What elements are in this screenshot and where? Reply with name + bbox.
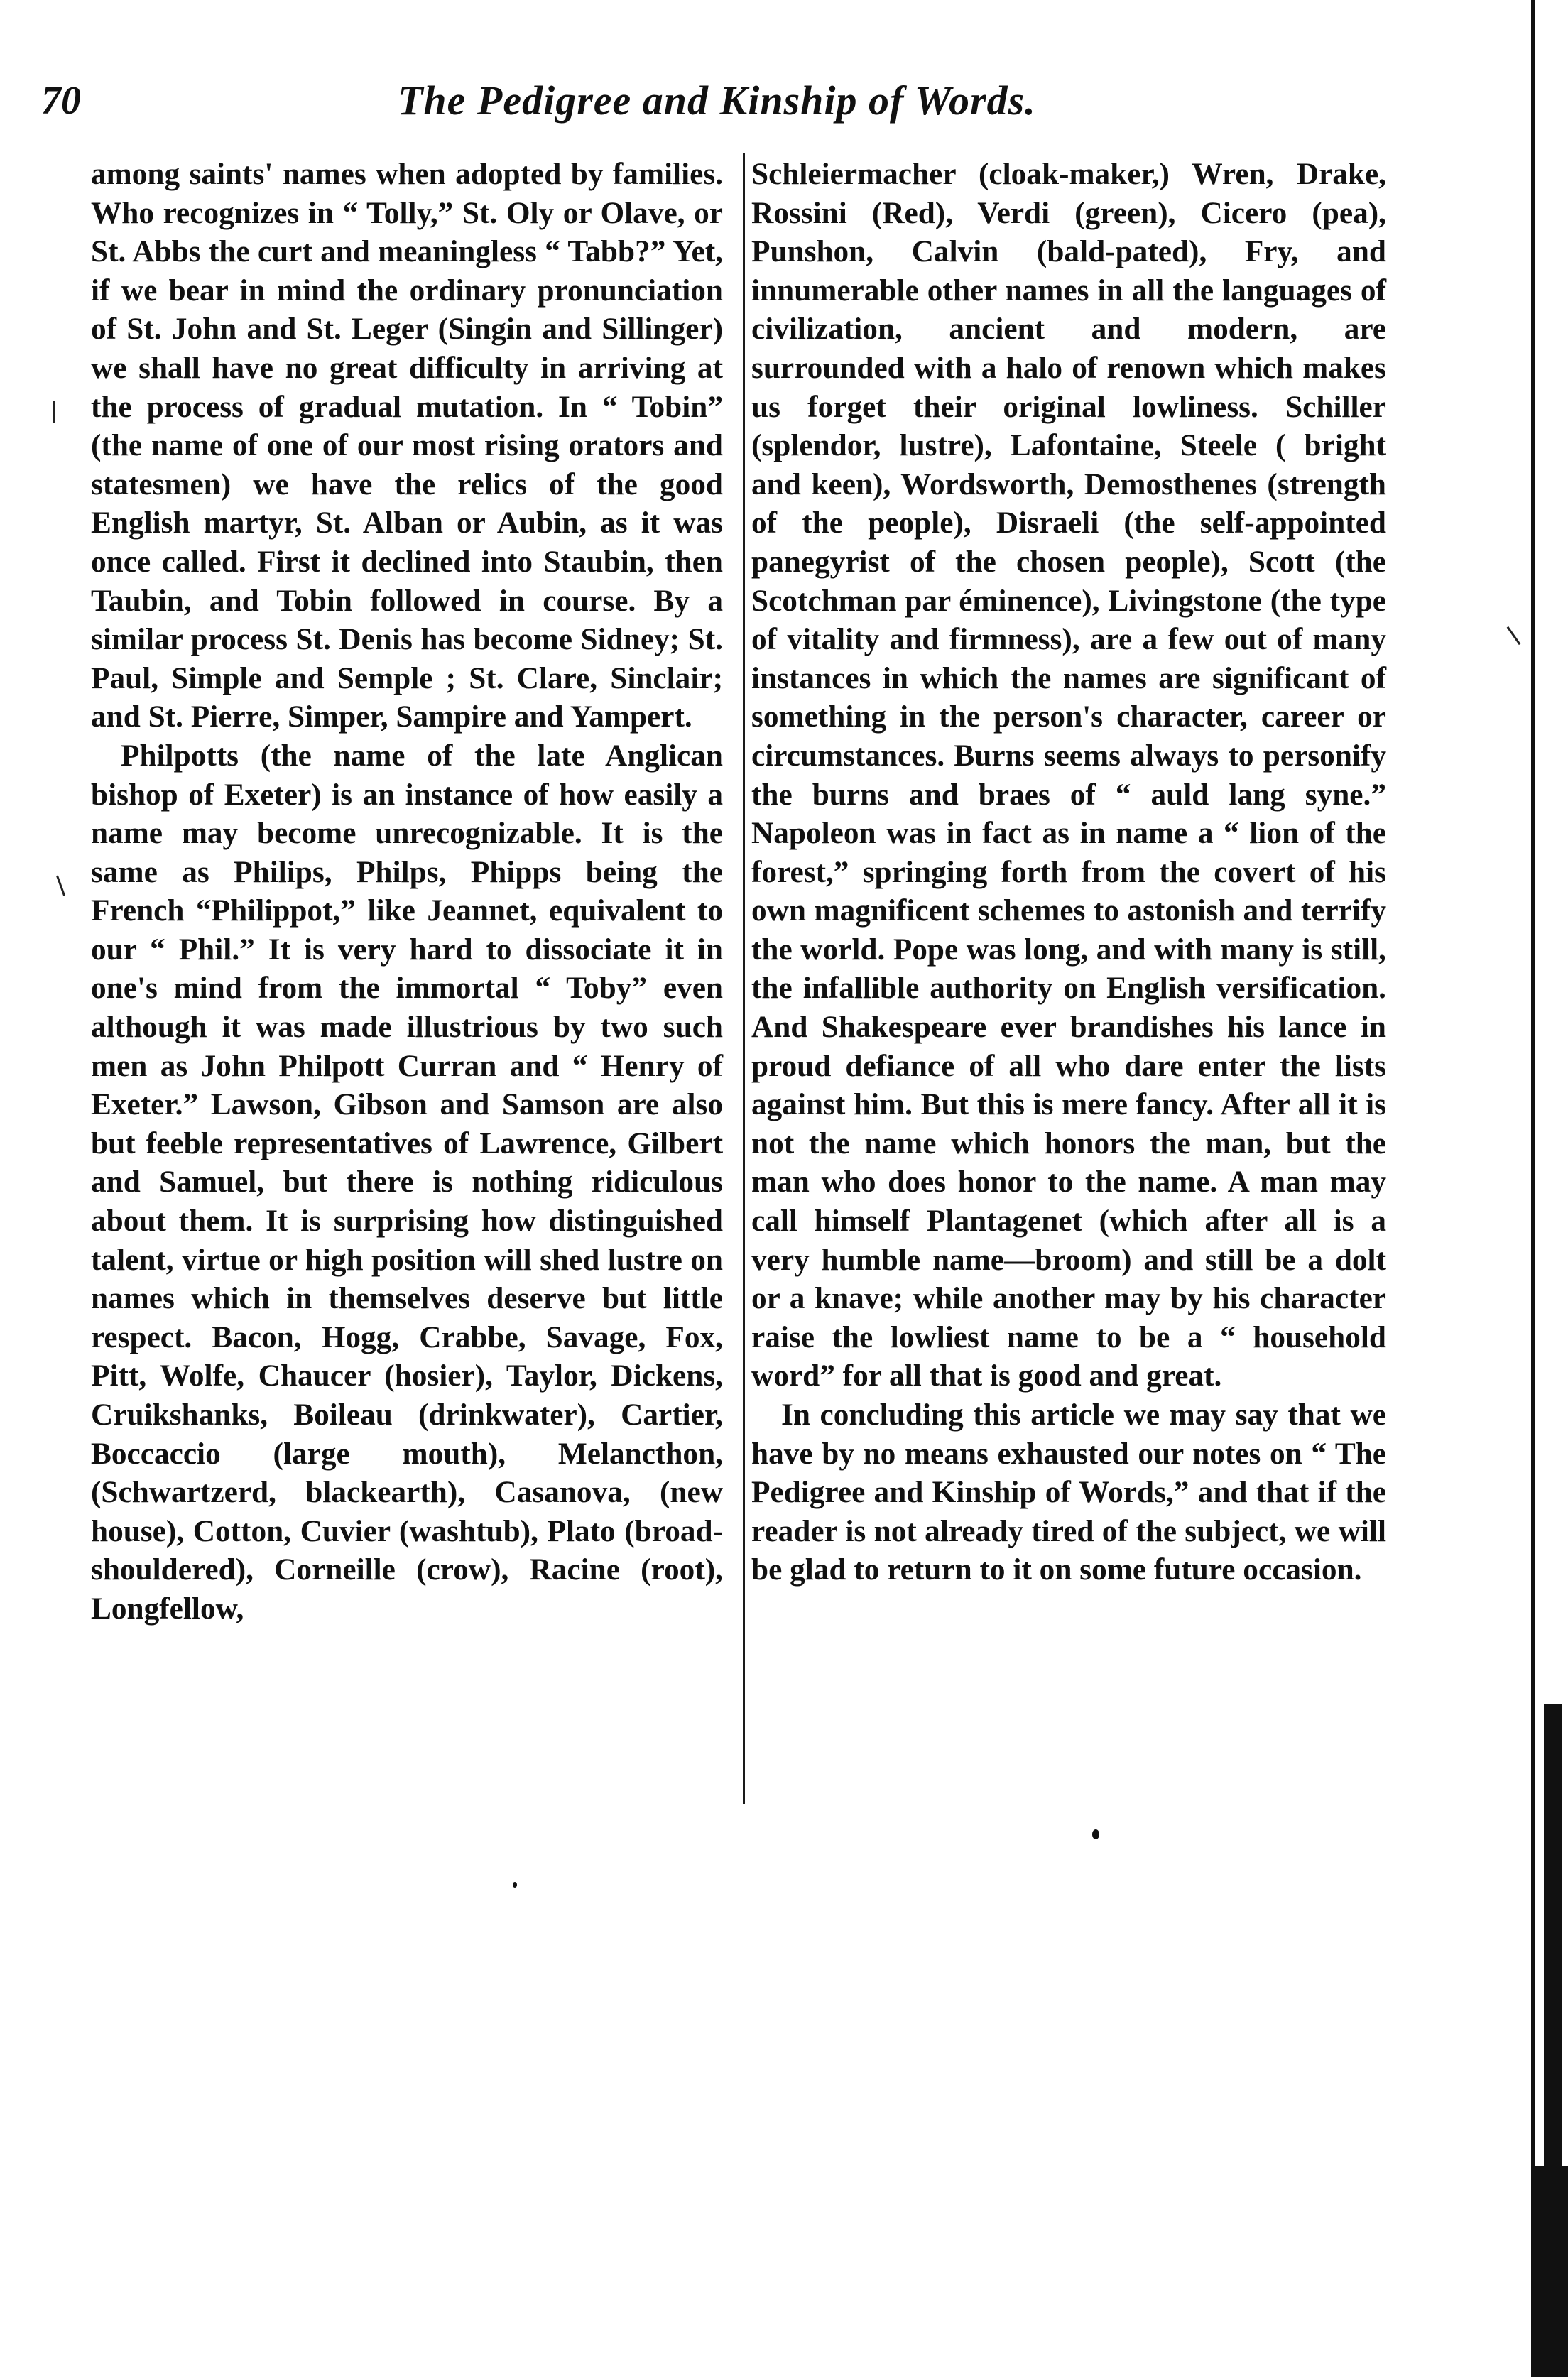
margin-mark	[56, 875, 65, 896]
page-number: 70	[41, 79, 81, 123]
left-column	[91, 155, 723, 1628]
page-edge-shadow	[1490, 0, 1568, 2377]
margin-mark	[53, 401, 55, 423]
stray-ink-dot	[513, 1882, 517, 1888]
left-paragraph-2: Philpotts (the name of the late Anglican bishop of Exeter) is an instance of how easily a name may become unrecognizable. It is the same as Philips, Philps, Phipps being the French “Philippot,” like Jeannet, equivalent to our “ Phil.” It is very hard to dissociate it in one's mind from the immortal “ Toby” even although it was made illustrious by two such men as John Philpott Curran and “ Henry of Exeter.” Lawson, Gibson and Samson are also but feeble representatives of Lawrence, Gilbert and Samuel, but there is nothing ridiculous about them. It is surprising how distinguished talent, virtue or high position will shed lustre on names which in themselves deserve but little respect. Bacon, Hogg, Crabbe, Savage, Fox, Pitt, Wolfe, Chaucer (hosier), Taylor, Dickens, Cruikshanks, Boileau (drinkwater), Cartier, Boccaccio (large mouth), Melancthon, (Schwartzerd, blackearth), Casanova, (new house), Cotton, Cuvier (washtub), Plato (broad-shouldered), Corneille (crow), Racine (root), Longfellow,	[91, 738, 723, 1626]
right-paragraph-1: Schleiermacher (cloak-maker,) Wren, Drake, Rossini (Red), Verdi (green), Cicero (pea), Punshon, Calvin (bald-pated), Fry, and innumerable other names in all the languages of civilization, ancient and modern, are surrounded with a halo of renown which makes us forget their original lowliness. Schiller (splendor, lustre), Lafontaine, Steele ( bright and keen), Wordsworth, Demosthenes (strength of the people), Disraeli (the self-appointed panegyrist of the chosen people), Scott (the Scotchman par éminence), Livingstone (the type of vitality and firmness), are a few out of many instances in which the names are significant of something in the person's character, career or circumstances. Burns seems always to personify the burns and braes of “ auld lang syne.” Napoleon was in fact as in name a “ lion of the forest,” springing forth from the covert of his own magnificent schemes to astonish and terrify the world. Pope was long, and with many is still, the infallible authority on English versification. And Shakespeare ever brandishes his lance in proud defiance of all who dare enter the lists against him. But this is mere fancy. After all it is not the name which honors the man, but the man who does honor to the name. A man may call himself Plantagenet (which after all is a very humble name—broom) and still be a dolt or a knave; while another may by his character raise the lowliest name to be a “ household word” for all that is good and great.	[751, 157, 1386, 1393]
right-column	[751, 155, 1386, 1589]
right-paragraph-2: In concluding this article we may say that we have by no means exhausted our notes on “ The Pedigree and Kinship of Words,” and that if the reader is not already tired of the subject, we will be glad to return to it on some future occasion.	[751, 1398, 1386, 1587]
stray-ink-dot	[1092, 1829, 1099, 1839]
left-paragraph-1: among saints' names when adopted by families. Who recognizes in “ Tolly,” St. Oly or Olave, or St. Abbs the curt and meaningless “ Tabb?” Yet, if we bear in mind the ordinary pronunciation of St. John and St. Leger (Singin and Sillinger) we shall have no great difficulty in arriving at the process of gradual mutation. In “ Tobin” (the name of one of our most rising orators and statesmen) we have the relics of the good English martyr, St. Alban or Aubin, as it was once called. First it declined into Staubin, then Taubin, and Tobin followed in course. By a similar process St. Denis has become Sidney; St. Paul, Simple and Semple ; St. Clare, Sinclair; and St. Pierre, Simper, Sampire and Yampert.	[91, 157, 723, 734]
column-divider	[743, 153, 745, 1804]
running-title: The Pedigree and Kinship of Words.	[398, 77, 1036, 124]
